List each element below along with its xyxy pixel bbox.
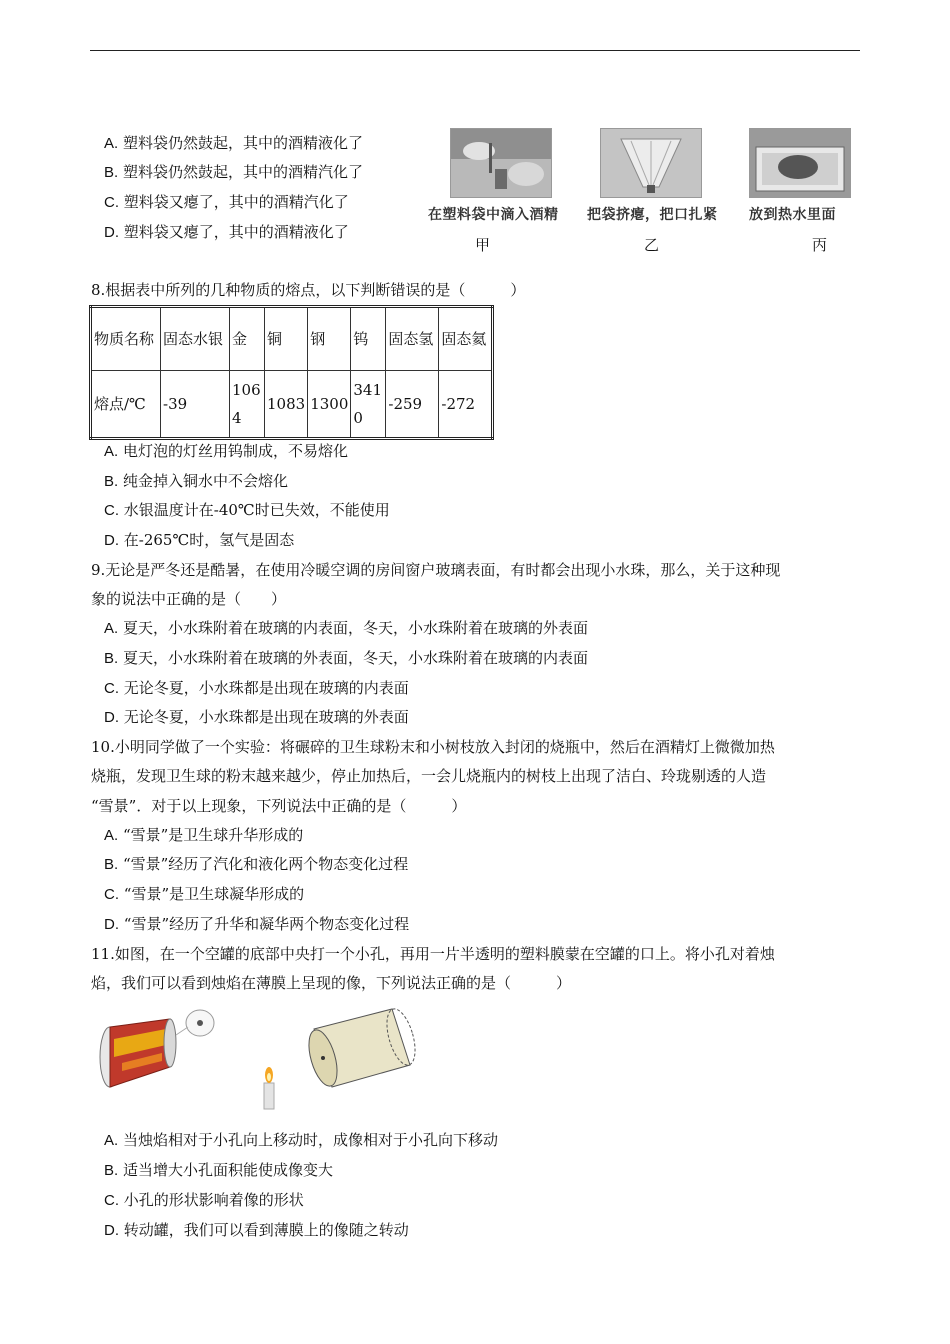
- photo-squeezed-bag: [600, 128, 702, 198]
- table-cell: -39: [161, 371, 230, 439]
- q9-stem-2: 象的说法中正确的是（ ）: [91, 590, 287, 608]
- pinhole-camera-illustration: [92, 1005, 422, 1113]
- table-cell: 1083: [265, 371, 308, 439]
- melting-point-table: [89, 305, 494, 440]
- table-cell: 3410: [351, 371, 386, 439]
- q10-option-a[interactable]: A. “雪景”是卫生球升华形成的: [104, 826, 304, 844]
- q10-stem-3: “雪景”．对于以上现象，下列说法中正确的是（ ）: [91, 797, 467, 815]
- q9-option-a[interactable]: A. 夏天，小水珠附着在玻璃的内表面，冬天，小水珠附着在玻璃的外表面: [104, 619, 588, 637]
- q8-stem: 8.根据表中所列的几种物质的熔点，以下判断错误的是（ ）: [91, 281, 526, 299]
- q11-option-a[interactable]: A. 当烛焰相对于小孔向上移动时，成像相对于小孔向下移动: [104, 1131, 498, 1149]
- q8-option-c[interactable]: C. 水银温度计在-40℃时已失效，不能使用: [104, 501, 390, 519]
- table-cell: -259: [386, 371, 439, 439]
- table-cell: 1300: [308, 371, 351, 439]
- q9-stem-1: 9.无论是严冬还是酷暑，在使用冷暖空调的房间窗户玻璃表面，有时都会出现小水珠，那么，关于这种现: [91, 561, 781, 579]
- table-cell: 1064: [230, 371, 265, 439]
- q9-option-c[interactable]: C. 无论冬夏，小水珠都是出现在玻璃的内表面: [104, 679, 409, 697]
- can-icon: [100, 1019, 176, 1087]
- membrane-icon: [176, 1010, 214, 1036]
- q11-stem-1: 11.如图，在一个空罐的底部中央打一个小孔，再用一片半透明的塑料膜蒙在空罐的口上。将小孔对着烛: [91, 945, 775, 963]
- table-cell: 固态水银: [161, 307, 230, 371]
- caption-jia: 在塑料袋中滴入酒精: [428, 207, 559, 223]
- table-cell: 钨: [351, 307, 386, 371]
- table-header-row: [91, 307, 493, 371]
- table-cell: 金: [230, 307, 265, 371]
- table-cell: 铜: [265, 307, 308, 371]
- q9-option-b[interactable]: B. 夏天，小水珠附着在玻璃的外表面，冬天，小水珠附着在玻璃的内表面: [104, 649, 588, 667]
- table-cell: 固态氦: [439, 307, 493, 371]
- candle-icon: [264, 1067, 274, 1109]
- q9-option-d[interactable]: D. 无论冬夏，小水珠都是出现在玻璃的外表面: [104, 708, 409, 726]
- q7-option-d[interactable]: D. 塑料袋又瘪了，其中的酒精液化了: [104, 223, 349, 241]
- label-bing: 丙: [812, 236, 828, 254]
- photo-hot-water: [749, 128, 851, 198]
- q8-option-b[interactable]: B. 纯金掉入铜水中不会熔化: [104, 472, 288, 490]
- table-cell: 固态氢: [386, 307, 439, 371]
- q7-option-b[interactable]: B. 塑料袋仍然鼓起，其中的酒精汽化了: [104, 163, 363, 181]
- label-jia: 甲: [475, 236, 491, 254]
- q11-option-b[interactable]: B. 适当增大小孔面积能使成像变大: [104, 1161, 333, 1179]
- q10-stem-1: 10.小明同学做了一个实验：将碾碎的卫生球粉末和小树枝放入封闭的烧瓶中，然后在酒精灯上微微加热: [91, 738, 775, 756]
- table-cell: 钢: [308, 307, 351, 371]
- table-row: [91, 371, 493, 439]
- q10-stem-2: 烧瓶，发现卫生球的粉末越来越少，停止加热后，一会儿烧瓶内的树枝上出现了洁白、玲珑剔透的人造: [91, 767, 767, 785]
- q10-option-d[interactable]: D. “雪景”经历了升华和凝华两个物态变化过程: [104, 915, 410, 933]
- table-cell: 物质名称: [91, 307, 161, 371]
- table-cell: -272: [439, 371, 493, 439]
- table-cell: 熔点/℃: [91, 371, 161, 439]
- q11-option-c[interactable]: C. 小孔的形状影响着像的形状: [104, 1191, 304, 1209]
- q8-option-a[interactable]: A. 电灯泡的灯丝用钨制成，不易熔化: [104, 442, 348, 460]
- q11-stem-2: 焰，我们可以看到烛焰在薄膜上呈现的像，下列说法正确的是（ ）: [91, 974, 572, 992]
- q10-option-c[interactable]: C. “雪景”是卫生球凝华形成的: [104, 885, 305, 903]
- header-rule: [90, 50, 860, 51]
- photo-drop-alcohol: [450, 128, 552, 198]
- caption-yi: 把袋挤瘪，把口扎紧: [587, 207, 718, 223]
- q10-option-b[interactable]: B. “雪景”经历了汽化和液化两个物态变化过程: [104, 855, 409, 873]
- q8-option-d[interactable]: D. 在-265℃时，氢气是固态: [104, 531, 295, 549]
- q7-option-c[interactable]: C. 塑料袋又瘪了，其中的酒精汽化了: [104, 193, 349, 211]
- label-yi: 乙: [644, 236, 660, 254]
- cylinder-icon: [303, 1006, 420, 1089]
- q11-option-d[interactable]: D. 转动罐，我们可以看到薄膜上的像随之转动: [104, 1221, 409, 1239]
- q7-option-a[interactable]: A. 塑料袋仍然鼓起，其中的酒精液化了: [104, 134, 363, 152]
- caption-bing: 放到热水里面: [749, 207, 836, 223]
